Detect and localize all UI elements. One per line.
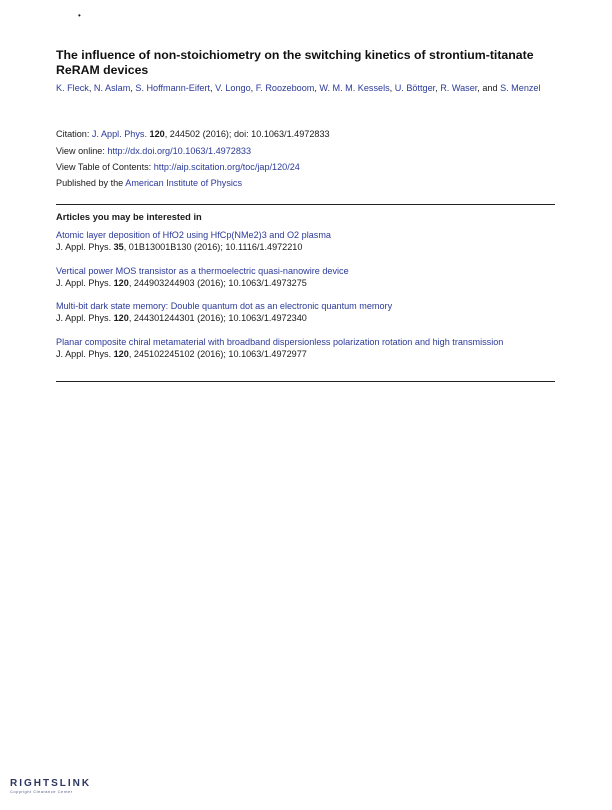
top-mark: •: [78, 11, 81, 20]
related-article-citation: J. Appl. Phys. 120, 245102245102 (2016); 10.1063/1.4972977: [56, 349, 307, 359]
author-separator: ,: [130, 83, 136, 93]
related-article: [56, 336, 556, 360]
author-link[interactable]: S. Menzel: [500, 83, 541, 93]
author-link[interactable]: V. Longo: [215, 83, 251, 93]
publisher-link[interactable]: American Institute of Physics: [125, 178, 243, 188]
citation-line: [56, 129, 556, 140]
author-list: [56, 83, 556, 94]
toc-link[interactable]: http://aip.scitation.org/toc/jap/120/24: [153, 162, 300, 172]
related-article-title-link[interactable]: Vertical power MOS transistor as a thermoelectric quasi-nanowire device: [56, 266, 349, 276]
author-separator: ,: [435, 83, 441, 93]
author-separator: ,: [389, 83, 395, 93]
view-online-label: View online:: [56, 146, 108, 156]
citation-volume: 120: [149, 129, 165, 139]
citation-rest: , 244502 (2016); doi: 10.1063/1.4972833: [164, 129, 330, 139]
divider-top: [56, 204, 555, 205]
author-link[interactable]: S. Hoffmann-Eifert: [135, 83, 211, 93]
related-articles-heading: Articles you may be interested in: [56, 212, 202, 222]
logo-wordmark: RIGHTSLINK: [10, 778, 92, 789]
related-article: [56, 265, 556, 289]
related-article: [56, 229, 556, 253]
author-separator: ,: [210, 83, 216, 93]
publisher-label: Published by the: [56, 178, 126, 188]
related-article-title-link[interactable]: Atomic layer deposition of HfO2 using HfCp(NMe2)3 and O2 plasma: [56, 230, 331, 240]
citation-label: Citation:: [56, 129, 92, 139]
toc-label: View Table of Contents:: [56, 162, 154, 172]
author-link[interactable]: F. Roozeboom: [255, 83, 315, 93]
author-link[interactable]: W. M. M. Kessels: [319, 83, 390, 93]
view-online-line: [56, 146, 556, 157]
article-title: The influence of non-stoichiometry on the switching kinetics of strontium-titanate ReRAM devices: [56, 48, 534, 77]
divider-bottom: [56, 381, 555, 382]
author-link[interactable]: U. Böttger: [394, 83, 436, 93]
logo-tagline: Copyright Clearance Center: [10, 789, 73, 794]
related-article: [56, 300, 556, 324]
rightslink-logo[interactable]: [10, 778, 125, 800]
journal-link[interactable]: J. Appl. Phys.: [91, 129, 147, 139]
author-separator: ,: [88, 83, 94, 93]
related-article-title-link[interactable]: Planar composite chiral metamaterial with broadband dispersionless polarization rotation and high transmission: [56, 337, 504, 347]
doi-link[interactable]: http://dx.doi.org/10.1063/1.4972833: [107, 146, 252, 156]
related-article-citation: J. Appl. Phys. 35, 01B13001B130 (2016); 10.1116/1.4972210: [56, 242, 303, 252]
related-article-citation: J. Appl. Phys. 120, 244301244301 (2016); 10.1063/1.4972340: [56, 313, 307, 323]
author-separator: , and: [477, 83, 501, 93]
author-link[interactable]: R. Waser: [440, 83, 478, 93]
author-separator: ,: [314, 83, 320, 93]
related-article-citation: J. Appl. Phys. 120, 244903244903 (2016); 10.1063/1.4973275: [56, 278, 307, 288]
author-separator: ,: [250, 83, 256, 93]
publisher-line: [56, 178, 556, 189]
related-article-title-link[interactable]: Multi-bit dark state memory: Double quantum dot as an electronic quantum memory: [56, 301, 393, 311]
author-link[interactable]: K. Fleck: [56, 83, 89, 93]
author-link[interactable]: N. Aslam: [93, 83, 131, 93]
toc-line: [56, 162, 556, 173]
